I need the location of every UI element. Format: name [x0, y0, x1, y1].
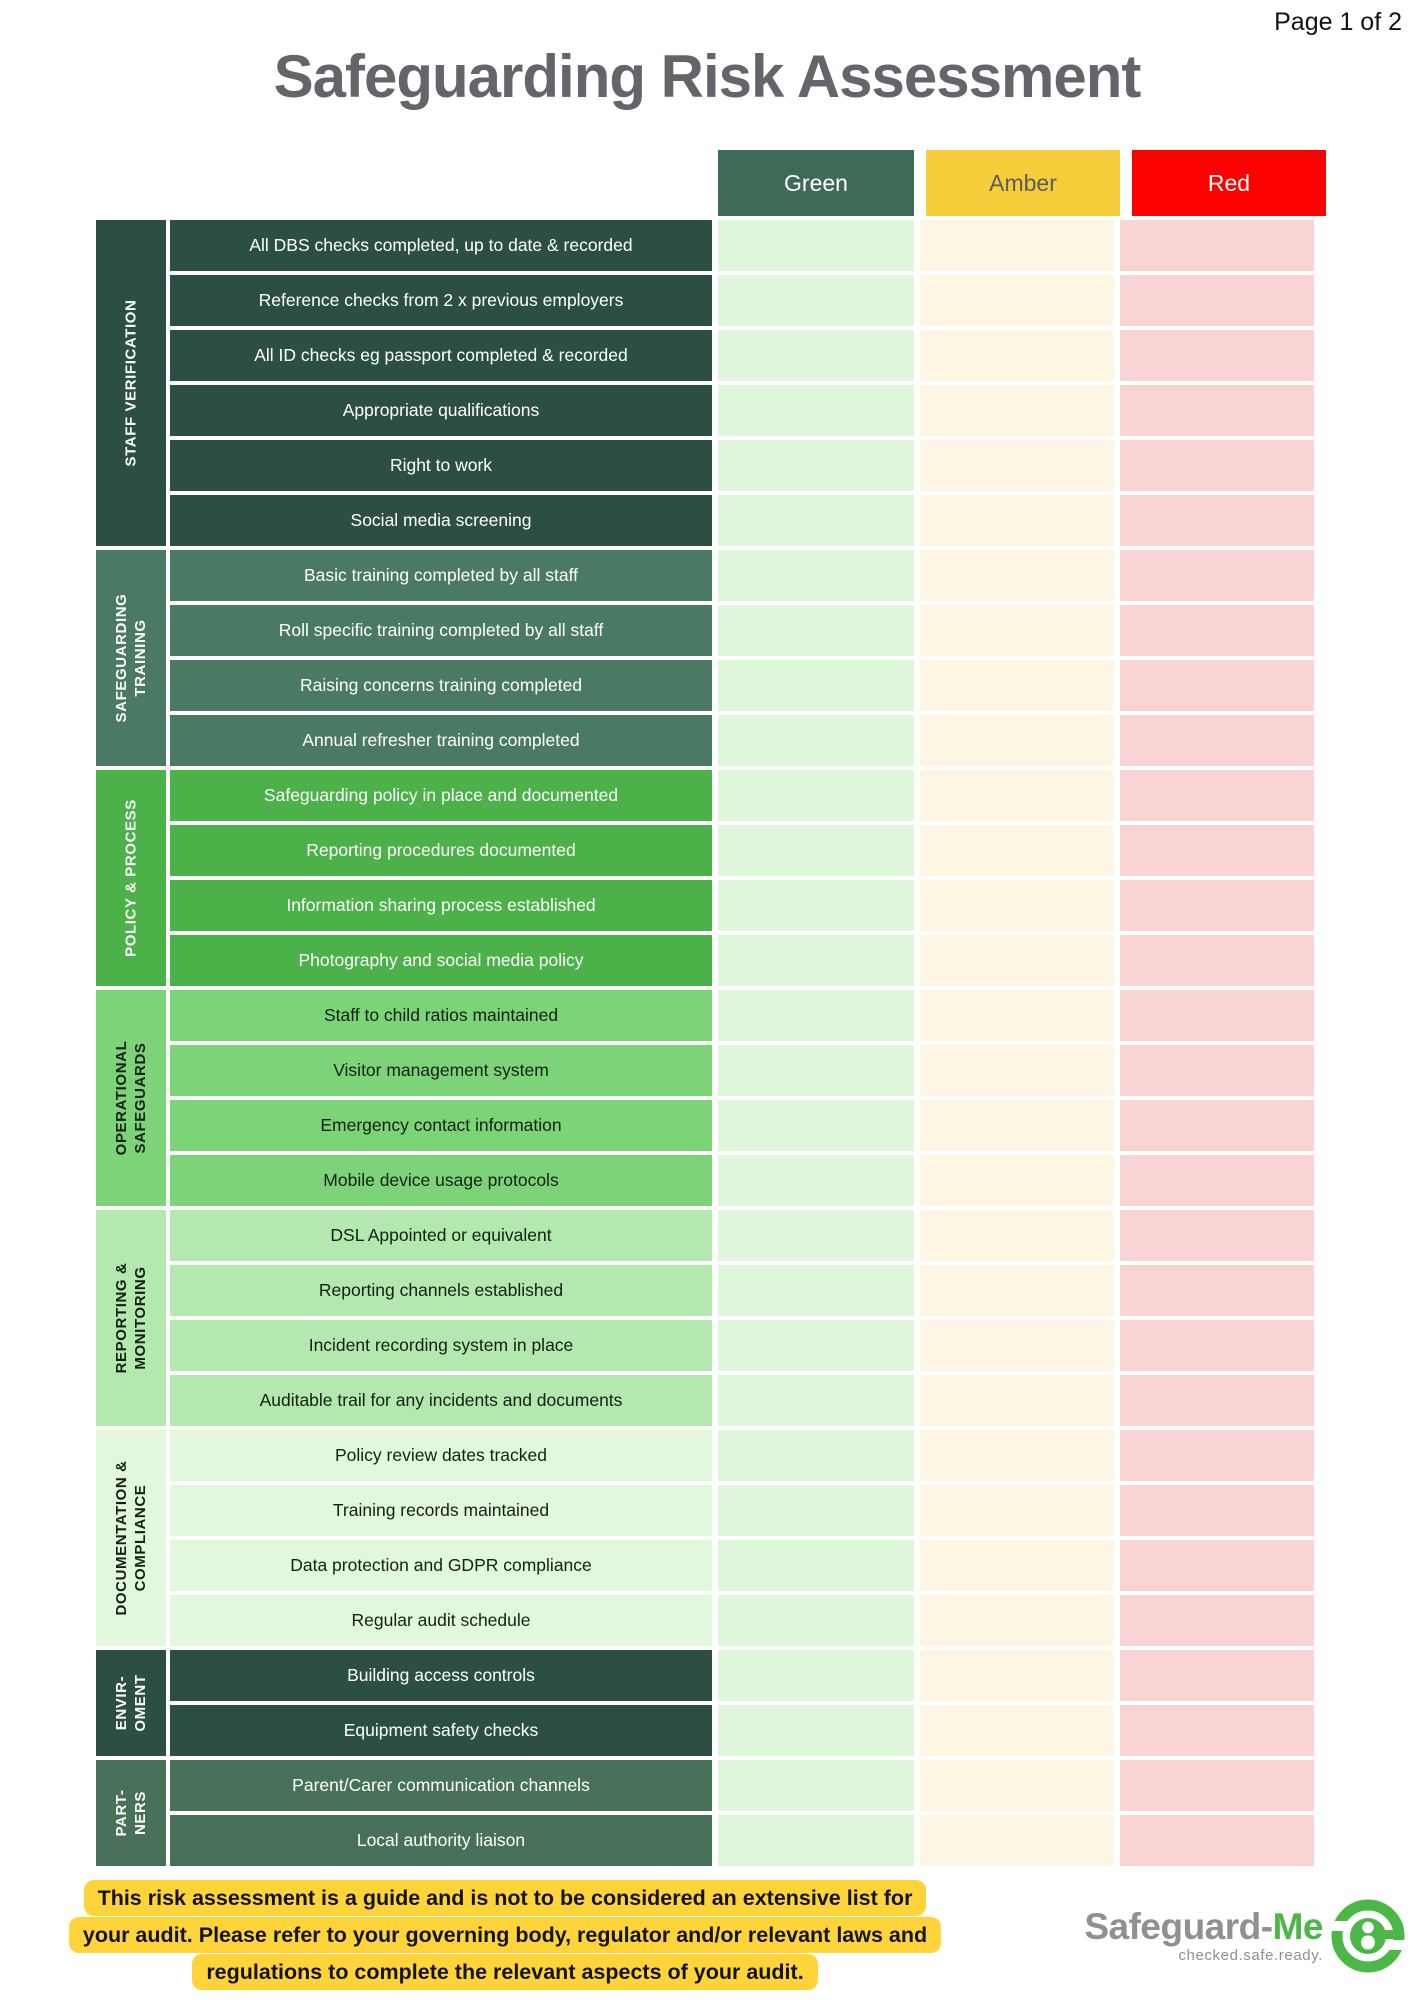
table-row	[170, 715, 1314, 766]
category-label-line: STAFF VERIFICATION	[122, 299, 140, 467]
rating-cell-red[interactable]	[1120, 660, 1314, 711]
row-label: Data protection and GDPR compliance	[170, 1540, 712, 1591]
row-label: Roll specific training completed by all staff	[170, 605, 712, 656]
rating-cell-red[interactable]	[1120, 1155, 1314, 1206]
category-label	[112, 1790, 150, 1837]
category-label	[112, 1263, 150, 1374]
rating-cell-green[interactable]	[718, 495, 914, 546]
category-sidebar	[96, 550, 166, 766]
brand-wordmark	[1084, 1908, 1323, 1964]
disclaimer-note	[0, 1880, 1010, 1991]
table-row	[170, 990, 1314, 1041]
rating-cell-red[interactable]	[1120, 1320, 1314, 1371]
rating-cell-green[interactable]	[718, 1375, 914, 1426]
rating-cell-red[interactable]	[1120, 330, 1314, 381]
rating-cell-red[interactable]	[1120, 990, 1314, 1041]
rating-cell-green[interactable]	[718, 1485, 914, 1536]
rating-cell-amber[interactable]	[920, 1155, 1114, 1206]
row-label: Raising concerns training completed	[170, 660, 712, 711]
row-label: Mobile device usage protocols	[170, 1155, 712, 1206]
rating-cell-red[interactable]	[1120, 1650, 1314, 1701]
section-rows	[170, 1430, 1314, 1646]
brand-logo	[1084, 1898, 1406, 1974]
rating-cell-green[interactable]	[718, 1210, 914, 1261]
rating-cell-green[interactable]	[718, 1100, 914, 1151]
row-label: Reporting channels established	[170, 1265, 712, 1316]
rating-cell-amber[interactable]	[920, 1705, 1114, 1756]
table-row	[170, 550, 1314, 601]
section-rows	[170, 1760, 1314, 1866]
rating-cell-red[interactable]	[1120, 880, 1314, 931]
table-row	[170, 1815, 1314, 1866]
rating-cell-amber[interactable]	[920, 440, 1114, 491]
section-rows	[170, 220, 1314, 546]
row-label: Parent/Carer communication channels	[170, 1760, 712, 1811]
table-row	[170, 1045, 1314, 1096]
rating-cell-red[interactable]	[1120, 1760, 1314, 1811]
category-label-line: MONITORING	[132, 1266, 149, 1370]
section-rows	[170, 550, 1314, 766]
rating-cell-green[interactable]	[718, 605, 914, 656]
row-label: Basic training completed by all staff	[170, 550, 712, 601]
category-label	[112, 1460, 150, 1615]
category-label-line: OMENT	[132, 1674, 149, 1732]
category-label	[112, 1674, 150, 1731]
rating-cell-green[interactable]	[718, 275, 914, 326]
rating-cell-green[interactable]	[718, 880, 914, 931]
table-row	[170, 1265, 1314, 1316]
row-label: Social media screening	[170, 495, 712, 546]
rating-cell-amber[interactable]	[920, 550, 1114, 601]
row-label: Local authority liaison	[170, 1815, 712, 1866]
rating-cell-red[interactable]	[1120, 1815, 1314, 1866]
rating-cell-green[interactable]	[718, 1595, 914, 1646]
rating-cell-amber[interactable]	[920, 275, 1114, 326]
table-row	[170, 1320, 1314, 1371]
rating-cell-amber[interactable]	[920, 1320, 1114, 1371]
table-row	[170, 880, 1314, 931]
brand-name-gray: Safeguard-	[1084, 1906, 1273, 1947]
table-row	[170, 1540, 1314, 1591]
rating-cell-amber[interactable]	[920, 880, 1114, 931]
rating-cell-green[interactable]	[718, 1155, 914, 1206]
rating-cell-red[interactable]	[1120, 1375, 1314, 1426]
rating-cell-amber[interactable]	[920, 1430, 1114, 1481]
rating-cell-green[interactable]	[718, 990, 914, 1041]
row-label: Emergency contact information	[170, 1100, 712, 1151]
row-label: Reporting procedures documented	[170, 825, 712, 876]
section-rows	[170, 1650, 1314, 1756]
section	[96, 1760, 1314, 1866]
row-label: Policy review dates tracked	[170, 1430, 712, 1481]
brand-name-green: Me	[1272, 1906, 1323, 1947]
rating-cell-red[interactable]	[1120, 715, 1314, 766]
rating-cell-green[interactable]	[718, 770, 914, 821]
category-sidebar	[96, 1650, 166, 1756]
disclaimer-line	[0, 1954, 1010, 1990]
rating-cell-amber[interactable]	[920, 1815, 1114, 1866]
table-row	[170, 1430, 1314, 1481]
rating-cell-red[interactable]	[1120, 1045, 1314, 1096]
category-label	[112, 594, 150, 723]
rating-cell-green[interactable]	[718, 825, 914, 876]
rating-cell-green[interactable]	[718, 330, 914, 381]
category-sidebar	[96, 220, 166, 546]
row-label: All ID checks eg passport completed & recorded	[170, 330, 712, 381]
table-row	[170, 440, 1314, 491]
rating-header-row	[718, 150, 1314, 216]
rating-cell-amber[interactable]	[920, 220, 1114, 271]
category-label-line: PART-	[113, 1789, 130, 1837]
rating-cell-red[interactable]	[1120, 440, 1314, 491]
section	[96, 550, 1314, 766]
section	[96, 1210, 1314, 1426]
rating-cell-amber[interactable]	[920, 1100, 1114, 1151]
table-row	[170, 1760, 1314, 1811]
category-sidebar	[96, 990, 166, 1206]
disclaimer-line	[0, 1880, 1010, 1916]
rating-cell-amber[interactable]	[920, 1265, 1114, 1316]
category-label-line: SAFEGUARDING	[113, 593, 130, 723]
table-row	[170, 1100, 1314, 1151]
row-label: Reference checks from 2 x previous employers	[170, 275, 712, 326]
section-rows	[170, 1210, 1314, 1426]
table-row	[170, 1155, 1314, 1206]
row-label: Appropriate qualifications	[170, 385, 712, 436]
rating-cell-red[interactable]	[1120, 1430, 1314, 1481]
rating-cell-green[interactable]	[718, 1265, 914, 1316]
rating-cell-amber[interactable]	[920, 385, 1114, 436]
category-label	[112, 1041, 150, 1156]
rating-cell-green[interactable]	[718, 1320, 914, 1371]
rating-cell-red[interactable]	[1120, 550, 1314, 601]
table-row	[170, 1595, 1314, 1646]
rating-cell-green[interactable]	[718, 385, 914, 436]
category-label-line: POLICY & PROCESS	[122, 799, 140, 957]
rating-cell-amber[interactable]	[920, 825, 1114, 876]
disclaimer-text: This risk assessment is a guide and is not to be considered an extensive list for	[84, 1880, 927, 1916]
rating-cell-green[interactable]	[718, 715, 914, 766]
rating-cell-green[interactable]	[718, 1045, 914, 1096]
rating-cell-green[interactable]	[718, 1705, 914, 1756]
rating-cell-green[interactable]	[718, 440, 914, 491]
row-label: Regular audit schedule	[170, 1595, 712, 1646]
row-label: Equipment safety checks	[170, 1705, 712, 1756]
row-label: Auditable trail for any incidents and documents	[170, 1375, 712, 1426]
rating-cell-green[interactable]	[718, 935, 914, 986]
rating-cell-green[interactable]	[718, 550, 914, 601]
rating-cell-red[interactable]	[1120, 935, 1314, 986]
rating-cell-amber[interactable]	[920, 1760, 1114, 1811]
table-row	[170, 495, 1314, 546]
row-label: Incident recording system in place	[170, 1320, 712, 1371]
rating-cell-red[interactable]	[1120, 1265, 1314, 1316]
row-label: Information sharing process established	[170, 880, 712, 931]
rating-cell-red[interactable]	[1120, 1210, 1314, 1261]
rating-cell-red[interactable]	[1120, 770, 1314, 821]
rating-cell-red[interactable]	[1120, 1705, 1314, 1756]
row-label: Annual refresher training completed	[170, 715, 712, 766]
rating-cell-red[interactable]	[1120, 605, 1314, 656]
table-row	[170, 1705, 1314, 1756]
rating-cell-amber[interactable]	[920, 1045, 1114, 1096]
rating-cell-amber[interactable]	[920, 1650, 1114, 1701]
row-label: Training records maintained	[170, 1485, 712, 1536]
category-label-line: REPORTING &	[113, 1262, 130, 1374]
row-label: All DBS checks completed, up to date & recorded	[170, 220, 712, 271]
table-row	[170, 770, 1314, 821]
risk-assessment-table	[96, 150, 1314, 1870]
table-row	[170, 275, 1314, 326]
disclaimer-text: regulations to complete the relevant aspects of your audit.	[192, 1954, 817, 1990]
rating-cell-red[interactable]	[1120, 825, 1314, 876]
category-sidebar	[96, 1760, 166, 1866]
rating-cell-red[interactable]	[1120, 275, 1314, 326]
category-label-line: DOCUMENTATION &	[113, 1460, 130, 1616]
section	[96, 1430, 1314, 1646]
rating-cell-amber[interactable]	[920, 1540, 1114, 1591]
rating-cell-amber[interactable]	[920, 605, 1114, 656]
rating-cell-red[interactable]	[1120, 1100, 1314, 1151]
category-sidebar	[96, 770, 166, 986]
table-row	[170, 1375, 1314, 1426]
rating-cell-red[interactable]	[1120, 1540, 1314, 1591]
table-row	[170, 825, 1314, 876]
row-label: Building access controls	[170, 1650, 712, 1701]
table-sections	[96, 220, 1314, 1866]
table-row	[170, 220, 1314, 271]
table-row	[170, 1485, 1314, 1536]
category-label-line: NERS	[132, 1790, 149, 1836]
rating-cell-amber[interactable]	[920, 1210, 1114, 1261]
section	[96, 990, 1314, 1206]
rating-cell-amber[interactable]	[920, 495, 1114, 546]
rating-cell-green[interactable]	[718, 1650, 914, 1701]
rating-cell-green[interactable]	[718, 1815, 914, 1866]
brand-name	[1084, 1908, 1323, 1946]
table-row	[170, 330, 1314, 381]
rating-cell-amber[interactable]	[920, 330, 1114, 381]
disclaimer-line	[0, 1917, 1010, 1953]
row-label: Right to work	[170, 440, 712, 491]
category-label	[122, 799, 141, 957]
page-number: Page 1 of 2	[1274, 8, 1402, 36]
rating-cell-green[interactable]	[718, 1540, 914, 1591]
row-label: Photography and social media policy	[170, 935, 712, 986]
category-label-line: TRAINING	[132, 619, 149, 697]
rating-cell-amber[interactable]	[920, 660, 1114, 711]
rating-cell-red[interactable]	[1120, 1485, 1314, 1536]
disclaimer-text: your audit. Please refer to your governing body, regulator and/or relevant laws and	[69, 1917, 941, 1953]
page-title: Safeguarding Risk Assessment	[273, 43, 1141, 110]
rating-cell-amber[interactable]	[920, 990, 1114, 1041]
rating-header-green: Green	[718, 150, 914, 216]
rating-cell-red[interactable]	[1120, 495, 1314, 546]
section	[96, 770, 1314, 986]
rating-cell-amber[interactable]	[920, 935, 1114, 986]
row-label: Safeguarding policy in place and documented	[170, 770, 712, 821]
category-label-line: SAFEGUARDS	[132, 1042, 149, 1154]
category-label-line: OPERATIONAL	[113, 1040, 130, 1156]
category-label	[122, 300, 141, 467]
table-row	[170, 385, 1314, 436]
rating-cell-amber[interactable]	[920, 1595, 1114, 1646]
rating-cell-amber[interactable]	[920, 715, 1114, 766]
table-row	[170, 660, 1314, 711]
rating-cell-green[interactable]	[718, 660, 914, 711]
section-rows	[170, 990, 1314, 1206]
category-label-line: ENVIR-	[113, 1675, 130, 1731]
category-sidebar	[96, 1430, 166, 1646]
section	[96, 1650, 1314, 1756]
row-label: Staff to child ratios maintained	[170, 990, 712, 1041]
rating-cell-amber[interactable]	[920, 1485, 1114, 1536]
table-row	[170, 935, 1314, 986]
rating-cell-red[interactable]	[1120, 1595, 1314, 1646]
table-row	[170, 605, 1314, 656]
rating-cell-red[interactable]	[1120, 385, 1314, 436]
rating-cell-green[interactable]	[718, 220, 914, 271]
section-rows	[170, 770, 1314, 986]
row-label: DSL Appointed or equivalent	[170, 1210, 712, 1261]
row-label: Visitor management system	[170, 1045, 712, 1096]
rating-cell-amber[interactable]	[920, 1375, 1114, 1426]
brand-tagline: checked.safe.ready.	[1178, 1947, 1323, 1964]
rating-cell-green[interactable]	[718, 1430, 914, 1481]
rating-cell-green[interactable]	[718, 1760, 914, 1811]
table-row	[170, 1210, 1314, 1261]
category-label-line: COMPLIANCE	[132, 1484, 149, 1592]
table-row	[170, 1650, 1314, 1701]
rating-header-red: Red	[1132, 150, 1326, 216]
section	[96, 220, 1314, 546]
safeguard-me-shield-person-icon	[1330, 1898, 1406, 1974]
rating-header-amber: Amber	[926, 150, 1120, 216]
category-sidebar	[96, 1210, 166, 1426]
rating-cell-amber[interactable]	[920, 770, 1114, 821]
rating-cell-red[interactable]	[1120, 220, 1314, 271]
